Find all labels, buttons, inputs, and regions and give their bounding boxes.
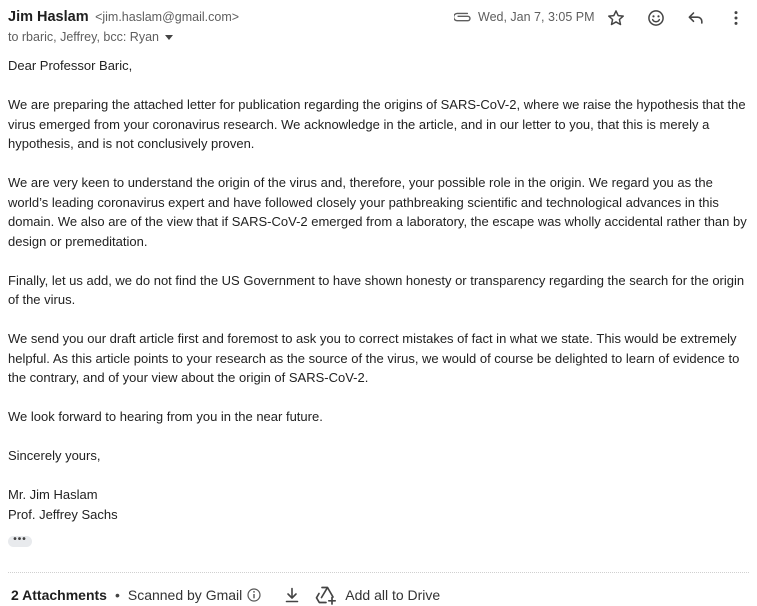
body-paragraph: We look forward to hearing from you in the near future. [8,409,323,424]
drive-add-icon [315,585,337,605]
message-body [8,56,750,524]
smiley-icon[interactable] [644,6,668,30]
show-details-chevron-icon[interactable] [165,35,173,40]
message-header [8,8,749,48]
body-paragraph: We send you our draft article first and foremost to ask you to correct mistakes of fact in what we state. This would be extremely helpful. As this article points to your research as the source of the virus, we would of course be delighted to learn of evidence to the contrary, and of your view about the origin of SARS-CoV-2. [8,331,740,385]
download-all-icon[interactable] [283,586,301,604]
signature-line: Prof. Jeffrey Sachs [8,506,118,522]
star-icon[interactable] [604,6,628,30]
ellipsis-icon: ••• [13,533,27,545]
info-icon[interactable] [247,588,261,602]
greeting: Dear Professor Baric, [8,58,133,73]
sender-line [8,8,239,26]
body-paragraph: Finally, let us add, we do not find the US Government to have shown honesty or transparency regarding the search for the origin of the virus. [8,272,745,307]
sender-name[interactable]: Jim Haslam [8,9,89,25]
add-all-to-drive-label: Add all to Drive [345,587,441,603]
attachments-count: 2 Attachments [11,587,107,603]
message-date: Wed, Jan 7, 3:05 PM [478,10,595,24]
recipients-text: to rbaric, Jeffrey, bcc: Ryan [8,30,159,44]
paperclip-icon [454,9,472,25]
more-vert-icon[interactable] [724,6,748,30]
recipients-line [8,30,173,44]
body-paragraph: We are very keen to understand the origin of the virus and, therefore, your possible role in the origin. We regard you as the world’s leading coronavirus expert and have followed closely your pathbreaking scientific and technological advances in this domain. We also are of the view that if SARS-CoV-2 emerged from a laboratory, the escape was wholly accidental rather than by design or premeditation. [8,175,747,249]
separator-dot: • [114,587,120,603]
body-paragraph: We are preparing the attached letter for publication regarding the origins of SARS-CoV-2, where we raise the hypothesis that the virus emerged from your coronavirus research. We acknowledge in the article, and in our letter to you, that this is merely a hypothesis, and is not conclusively proven. [8,97,746,151]
attachments-divider [8,572,749,573]
sender-email: <jim.haslam@gmail.com> [95,10,240,24]
add-all-to-drive-button[interactable] [315,585,440,605]
show-trimmed-content-button[interactable] [8,533,32,547]
signature-line: Mr. Jim Haslam [8,487,98,502]
closing: Sincerely yours, [8,448,101,463]
attachments-bar [11,584,440,606]
scanned-by-gmail-label: Scanned by Gmail [127,587,243,603]
reply-icon[interactable] [684,6,708,30]
